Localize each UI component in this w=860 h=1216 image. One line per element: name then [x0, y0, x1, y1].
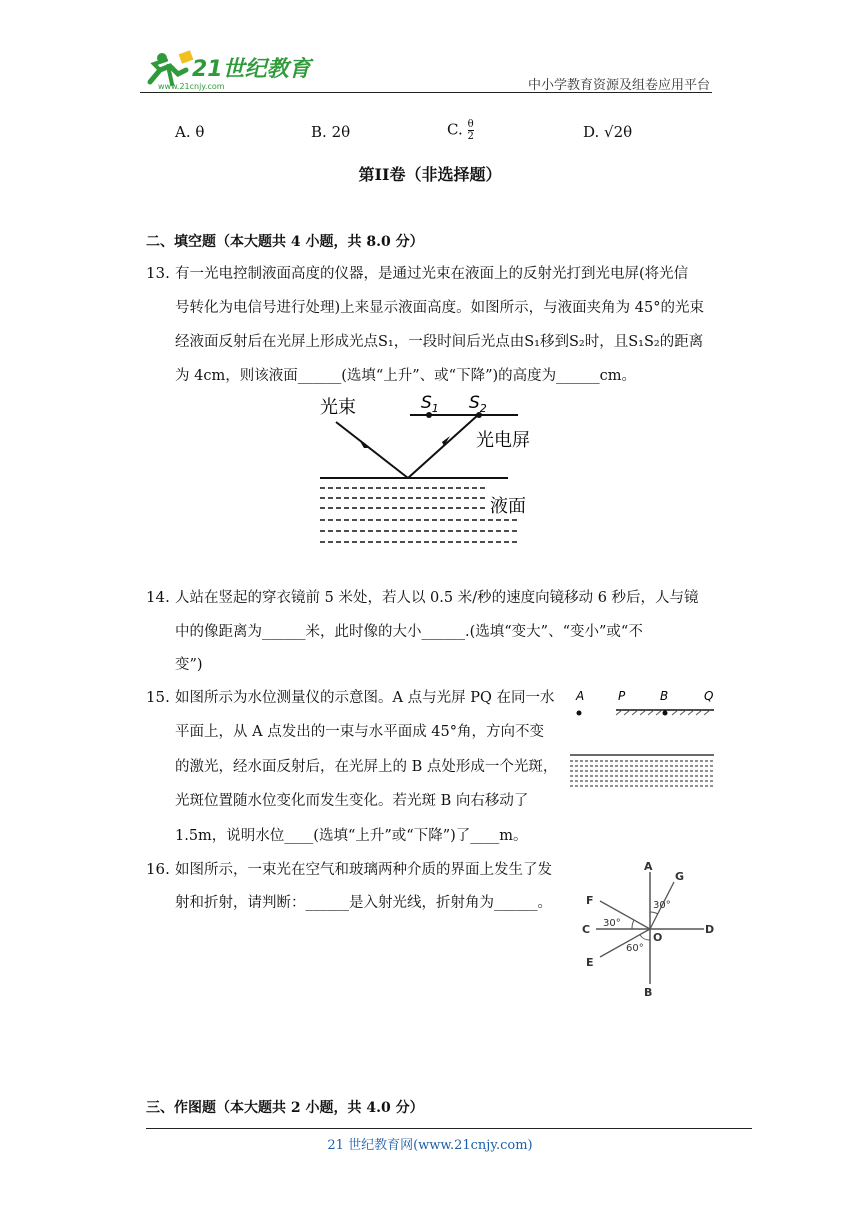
q14-line-1: 人站在竖起的穿衣镜前 5 米处，若人以 0.5 米/秒的速度向镜移动 6 秒后，人与镜 [175, 590, 699, 606]
option-c-fraction [468, 119, 474, 142]
q16-c-label: C [582, 923, 591, 936]
q13-screen-label: 光电屏 [476, 430, 530, 451]
q15-b-label: B [660, 689, 669, 703]
q15-line-3: 的激光，经水面反射后，在光屏上的 B 点处形成一个光斑， [175, 759, 558, 775]
option-b-text: 2θ [331, 123, 351, 141]
q13-beam-label: 光束 [320, 397, 356, 418]
section3-title: 三、作图题（本大题共 2 小题，共 4.0 分） [146, 1100, 424, 1116]
q13-line-4: 为 4cm，则该液面______(选填“上升”、或“下降”)的高度为______cm。 [175, 368, 637, 384]
option-a [175, 123, 204, 141]
q13-number: 13. [146, 264, 170, 282]
q15-figure [568, 684, 718, 794]
q16-f-label: F [586, 894, 594, 907]
footer-link[interactable]: 21 世纪教育网(www.21cnjy.com) [327, 1138, 533, 1153]
q15-line-5: 1.5m，说明水位____(选填“上升”或“下降”)了____m。 [175, 828, 528, 844]
q15-line-1: 如图所示为水位测量仪的示意图。A 点与光屏 PQ 在同一水 [175, 690, 555, 706]
q15-point-b [663, 711, 668, 716]
option-d-text: √2θ [604, 123, 633, 141]
option-b-label: B. [311, 123, 327, 141]
q14-line-3: 变”) [175, 657, 203, 673]
q16-o-label: O [653, 931, 663, 944]
q15-q-label: Q [704, 689, 714, 703]
q16-line-1: 如图所示，一束光在空气和玻璃两种介质的界面上发生了发 [175, 862, 552, 878]
q16-d-label: D [705, 923, 715, 936]
q13-line-3: 经液面反射后在光屏上形成光点S₁，一段时间后光点由S₁移到S₂时，且S₁S₂的距离 [175, 334, 704, 350]
svg-text:S1 [421, 393, 439, 415]
q16-figure [578, 856, 718, 1001]
logo-url: www.21cnjy.com [158, 82, 225, 91]
section2-title: 二、填空题（本大题共 4 小题，共 8.0 分） [146, 234, 424, 250]
q16-angle-arc [650, 912, 658, 914]
q13-line-1: 有一光电控制液面高度的仪器，是通过光束在液面上的反射光打到光电屏(将光信 [175, 266, 689, 282]
q13-reflected-ray [408, 415, 478, 478]
q16-a-label: A [644, 860, 653, 873]
q16-angle-arc [632, 920, 634, 929]
part2-title: 第II卷（非选择题） [358, 165, 502, 184]
q16-line-2: 射和折射，请判断：______是入射光线，折射角为______。 [175, 895, 552, 911]
q13-s1-label: S [421, 393, 432, 413]
q14-line-2: 中的像距离为______米，此时像的大小______.(选填“变大”、“变小”或“不 [175, 624, 643, 640]
svg-text:S2 [469, 393, 487, 415]
option-c-numerator: θ [467, 119, 474, 130]
q13-incident-ray [336, 422, 408, 478]
q13-s1-sub: 1 [431, 402, 439, 415]
option-c-label: C. [447, 120, 463, 139]
q13-figure [318, 388, 538, 548]
q15-point-a [577, 711, 582, 716]
q13-line-2: 号转化为电信号进行处理)上来显示液面高度。如图所示，与液面夹角为 45°的光束 [175, 300, 704, 316]
option-b [311, 123, 350, 141]
q15-p-label: P [618, 689, 626, 703]
q14-number: 14. [146, 588, 170, 606]
q16-b-label: B [644, 986, 653, 999]
q15-line-4: 光斑位置随水位变化而发生变化。若光斑 B 向右移动了 [175, 793, 529, 809]
q13-s2-label: S [469, 393, 480, 413]
option-c [447, 119, 474, 142]
q13-liquid-dashes [320, 488, 518, 542]
option-d [583, 123, 632, 141]
q16-number: 16. [146, 860, 170, 878]
option-a-text: θ [195, 123, 205, 141]
q16-angle-arc [640, 935, 650, 940]
runner-logo-icon [140, 44, 320, 94]
option-d-label: D. [583, 123, 600, 141]
platform-name: 中小学教育资源及组卷应用平台 [527, 78, 710, 93]
option-c-denominator: 2 [467, 131, 474, 142]
q16-angle-eb: 60° [626, 943, 644, 954]
footer-divider [146, 1128, 752, 1129]
site-logo [140, 44, 320, 94]
q15-line-2: 平面上，从 A 点发出的一束与水平面成 45°角，方向不变 [175, 724, 544, 740]
q15-number: 15. [146, 688, 170, 706]
q15-a-label: A [576, 689, 585, 703]
q16-angle-ag: 30° [653, 900, 671, 911]
header-divider [140, 92, 712, 93]
q15-water-dashes [570, 761, 714, 786]
q16-angle-fc: 30° [603, 918, 621, 929]
q13-liquid-label: 液面 [490, 496, 526, 517]
q16-e-label: E [586, 956, 594, 969]
logo-text: 21世纪教育 [192, 57, 311, 82]
q13-s2-sub: 2 [479, 402, 487, 415]
q13-arrow-icon [358, 438, 368, 448]
q16-g-label: G [675, 870, 685, 883]
option-a-label: A. [175, 123, 191, 141]
